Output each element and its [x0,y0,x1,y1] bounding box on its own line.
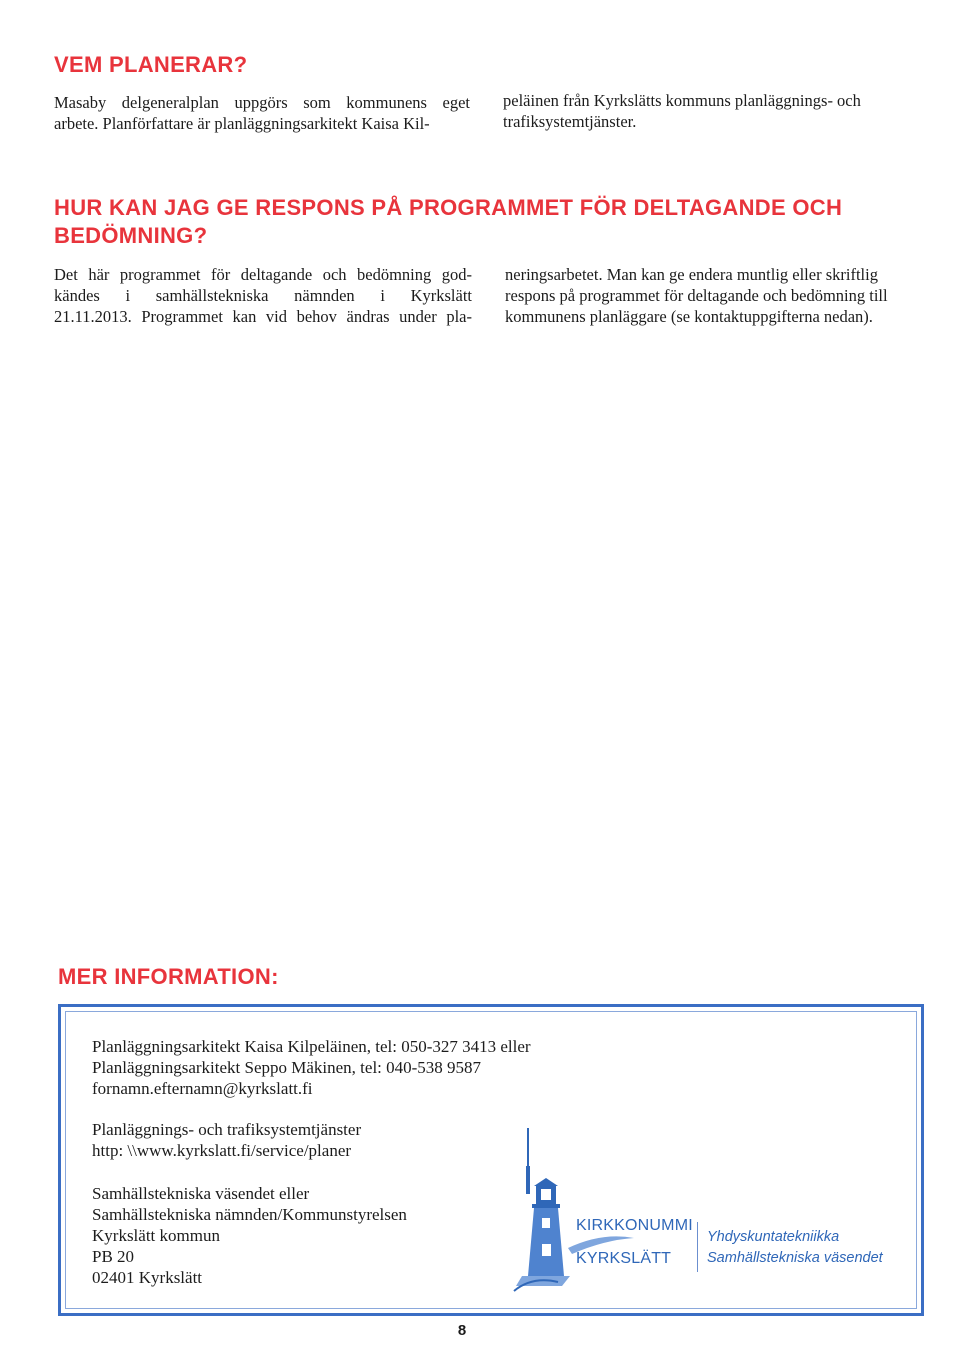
text-line: Samhällstekniska väsendet eller [92,1184,310,1203]
text-line: Det här programmet för deltagande och bedömning god- [54,265,472,284]
text-line: arbete. Planförfattare är planläggningsarkitekt Kaisa Kil- [54,114,430,133]
hur-right-column [505,264,925,327]
text-line: kändes i samhällstekniska nämnden i Kyrkslätt [54,286,472,305]
text-line: neringsarbetet. Man kan ge endera muntlig eller skriftlig [505,265,878,284]
text-line: respons på programmet för deltagande och bedömning till [505,286,888,305]
logo-subtitle-fi: Yhdyskuntatekniikka [707,1229,840,1245]
vem-left-column [54,92,470,134]
text-line: Masaby delgeneralplan uppgörs som kommunens eget [54,93,470,112]
contact-block [92,1036,531,1099]
logo-divider [697,1222,698,1272]
heading-hur-kan-jag [54,194,842,250]
vem-right-column [503,90,923,132]
text-line: Planläggningsarkitekt Seppo Mäkinen, tel: 040-538 9587 [92,1058,482,1077]
page-number: 8 [457,1322,467,1339]
text-line: 21.11.2013. Programmet kan vid behov ändras under pla- [54,307,472,326]
hur-left-column [54,264,472,327]
heading-line: HUR KAN JAG GE RESPONS PÅ PROGRAMMET FÖR DELTAGANDE OCH [54,195,843,220]
service-block [92,1119,361,1161]
text-line: Planläggningsarkitekt Kaisa Kilpeläinen, tel: 050-327 3413 eller [92,1037,531,1056]
logo-subtitle-sv: Samhällstekniska väsendet [707,1250,883,1266]
address-block [92,1183,407,1288]
text-line: trafiksystemtjänster. [503,112,637,131]
logo-name-sv: KYRKSLÄTT [576,1250,672,1267]
logo-name-fi: KIRKKONUMMI [576,1217,693,1234]
text-line: peläinen från Kyrkslätts kommuns planläggnings- och [503,91,861,110]
text-line: Kyrkslätt kommun [92,1226,220,1245]
text-line: Samhällstekniska nämnden/Kommunstyrelsen [92,1205,407,1224]
email-address: fornamn.efternamn@kyrkslatt.fi [92,1079,313,1098]
heading-vem-planerar: VEM PLANERAR? [54,52,248,77]
heading-line: BEDÖMNING? [54,223,208,248]
web-address: http: \\www.kyrkslatt.fi/service/planer [92,1141,352,1160]
heading-mer-information: MER INFORMATION: [58,964,279,989]
text-line: PB 20 [92,1247,135,1266]
text-line: Planläggnings- och trafiksystemtjänster [92,1120,362,1139]
lighthouse-icon [512,1126,902,1296]
text-line: 02401 Kyrkslätt [92,1268,203,1287]
text-line: kommunens planläggare (se kontaktuppgifterna nedan). [505,307,873,326]
